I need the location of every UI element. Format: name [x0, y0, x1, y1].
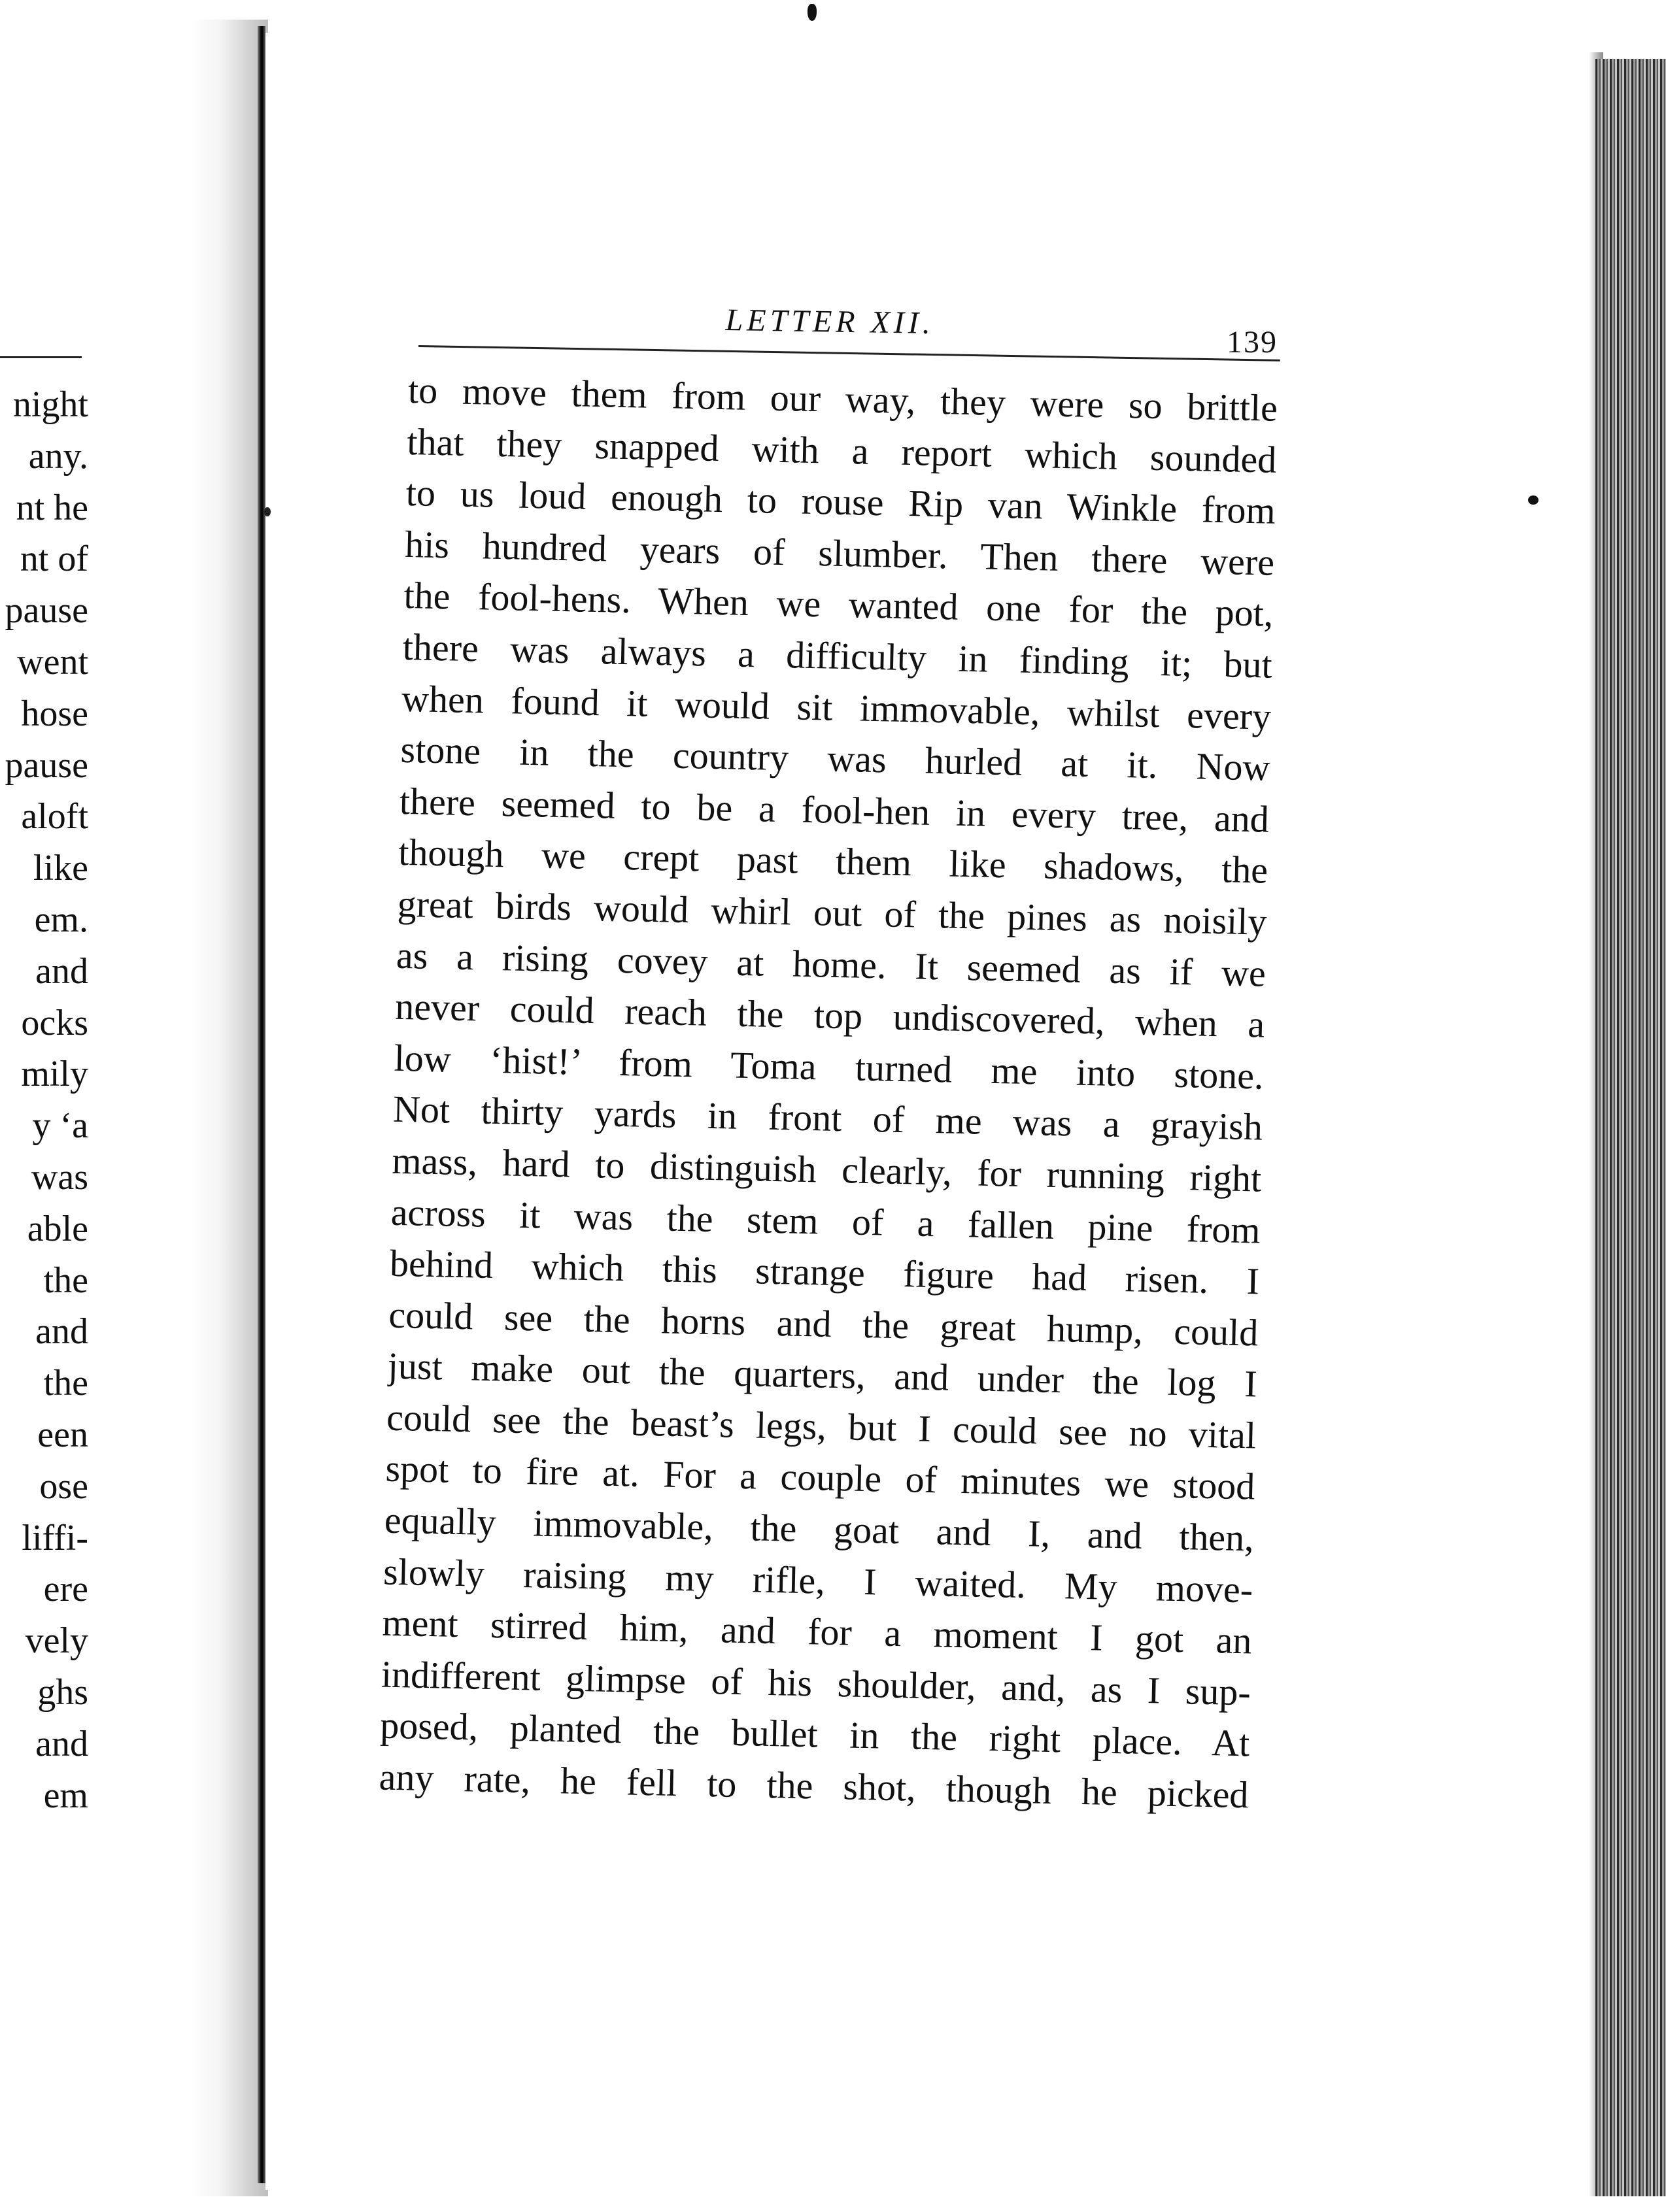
text-line: just make out the quarters, and under the log I: [387, 1344, 1258, 1405]
text-line: Not thirty yards in front of me was a grayish: [392, 1088, 1263, 1148]
left-line: the: [43, 1260, 88, 1301]
left-line: nt he: [16, 487, 88, 528]
scan-speck-top: [808, 4, 817, 21]
left-line: pause: [5, 745, 88, 786]
left-line: nt of: [20, 539, 88, 580]
text-line: slowly raising my rifle, I waited. My move-: [382, 1550, 1253, 1611]
left-line: and: [35, 1723, 88, 1764]
text-line: ment stirred him, and for a moment I got an: [382, 1601, 1253, 1662]
left-page-lines: [0, 379, 88, 1821]
left-line: night: [12, 384, 88, 425]
left-line: hose: [21, 693, 88, 734]
text-line: there seemed to be a fool-hen in every tree, and: [399, 779, 1270, 841]
text-line: equally immovable, the goat and I, and then,: [384, 1498, 1255, 1560]
book-gutter: [190, 20, 268, 2196]
scan-speck-right: [1528, 495, 1538, 505]
text-line: spot to fire at. For a couple of minutes we stood: [384, 1447, 1256, 1508]
left-line: aloft: [21, 796, 88, 837]
page-number: 139: [1227, 325, 1278, 360]
text-line: as a rising covey at home. It seemed as if we: [396, 933, 1266, 995]
text-line: never could reach the top undiscovered, when a: [394, 984, 1265, 1046]
text-line: low ‘hist!’ from Toma turned me into stone.: [394, 1036, 1265, 1098]
left-line: pause: [5, 590, 88, 631]
text-line: there was always a difficulty in finding it; but: [402, 625, 1273, 686]
left-line: em: [43, 1775, 88, 1816]
text-line: posed, planted the bullet in the right place. At: [379, 1703, 1250, 1765]
left-line: and: [35, 1311, 88, 1352]
text-line: to move them from our way, they were so brittle: [407, 368, 1278, 429]
text-line: across it was the stem of a fallen pine from: [390, 1190, 1261, 1252]
left-line: the: [43, 1363, 88, 1404]
text-line: indifferent glimpse of his shoulder, and, as I sup-: [381, 1652, 1251, 1714]
text-line: great birds would whirl out of the pines as noisily: [397, 882, 1268, 943]
text-line: stone in the country was hurled at it. Now: [400, 728, 1271, 789]
left-line: ghs: [37, 1671, 88, 1713]
text-line: any rate, he fell to the shot, though he picked: [379, 1755, 1250, 1817]
text-line: that they snapped with a report which sounded: [406, 420, 1277, 481]
left-line: any.: [28, 435, 88, 477]
text-line: when found it would sit immovable, whilst every: [401, 677, 1272, 738]
left-line: mily: [21, 1054, 88, 1095]
running-head-title: LETTER XII.: [725, 302, 935, 341]
left-page-head-rule: [0, 356, 82, 358]
text-line: could see the beast’s legs, but I could see no vital: [386, 1396, 1257, 1457]
scan-speck-left: [264, 507, 271, 516]
left-line: and: [35, 950, 88, 992]
text-line: could see the horns and the great hump, could: [388, 1293, 1259, 1354]
left-line: was: [31, 1156, 88, 1198]
left-line: y ‘a: [32, 1105, 88, 1147]
text-line: his hundred years of slumber. Then there were: [404, 522, 1275, 584]
left-line: able: [27, 1208, 88, 1249]
left-line: went: [17, 641, 88, 682]
text-line: though we crept past them like shadows, the: [398, 831, 1268, 892]
left-line: ere: [43, 1569, 88, 1610]
left-line: ocks: [21, 1002, 88, 1043]
body-text: [379, 365, 1278, 1821]
text-line: the fool-hens. When we wanted one for the pot,: [403, 574, 1274, 635]
left-line: ose: [39, 1466, 88, 1507]
text-line: behind which this strange figure had risen. I: [389, 1241, 1260, 1303]
left-line: em.: [34, 899, 88, 940]
left-line: like: [33, 848, 88, 889]
left-line: een: [37, 1414, 88, 1455]
book-spine: [258, 26, 265, 2183]
text-line: to us loud enough to rouse Rip van Winkle from: [405, 471, 1276, 532]
left-line: liffi-: [22, 1517, 88, 1558]
left-line: vely: [25, 1620, 88, 1662]
text-line: mass, hard to distinguish clearly, for running right: [391, 1139, 1262, 1200]
page-edges-stack: [1595, 59, 1666, 2196]
